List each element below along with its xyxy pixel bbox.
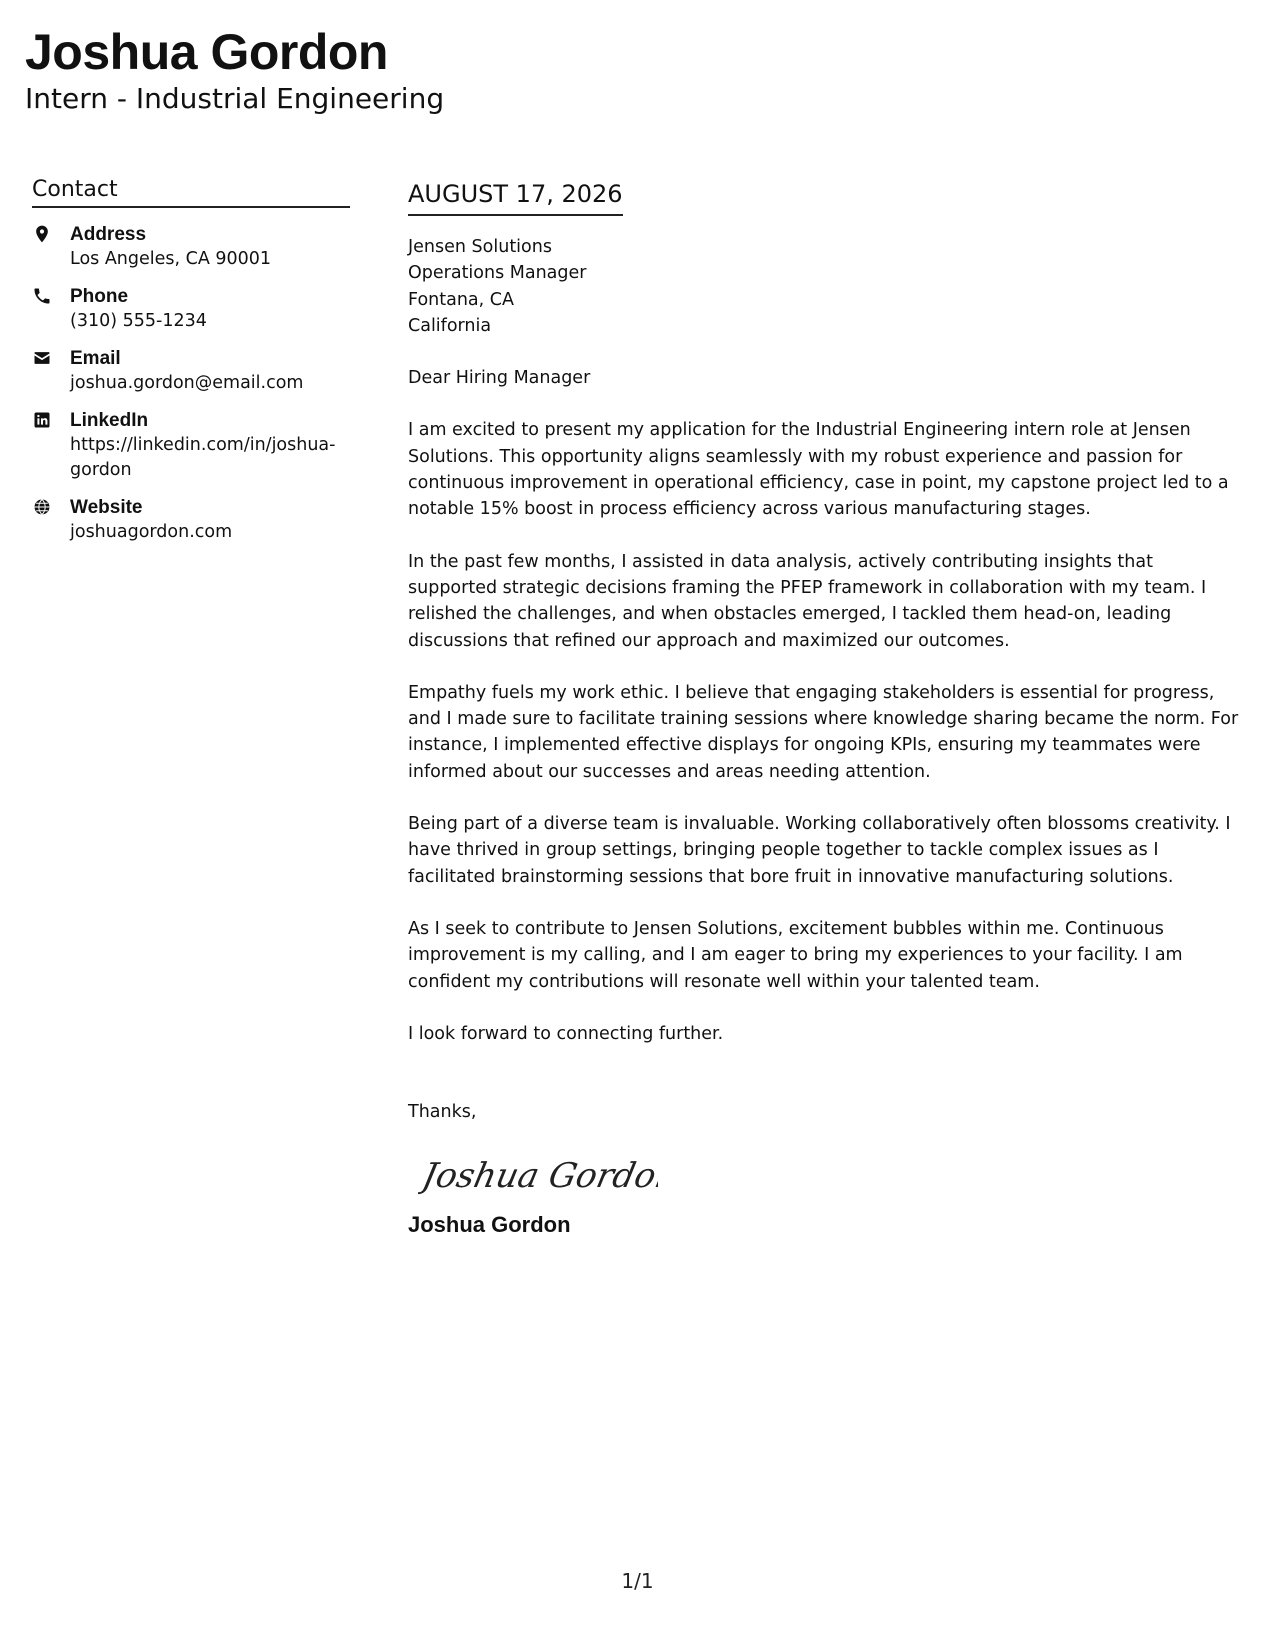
page-indicator: 1/1 [621, 1569, 654, 1593]
applicant-title: Intern - Industrial Engineering [25, 82, 445, 115]
contact-label: Website [70, 497, 143, 518]
contact-label: Address [70, 224, 147, 245]
contact-label: LinkedIn [70, 410, 149, 431]
header [25, 22, 444, 116]
contact-label: Email [70, 348, 121, 369]
map-pin-icon [32, 222, 70, 246]
contact-label: Phone [70, 286, 129, 307]
phone-icon [32, 284, 70, 308]
contact-value: (310) 555-1234 [70, 311, 207, 331]
salutation: Dear Hiring Manager [408, 368, 591, 389]
globe-icon [32, 495, 70, 519]
recipient-state: California [408, 315, 492, 336]
body-paragraph: In the past few months, I assisted in data analysis, actively contributing insights that supported strategic decisions framing the PFEP framework in collaboration with my team. I relished the challenges, and when obstacles emerged, I tackled them head-on, leading discussions that refined our approach and maximized our outcomes. [408, 551, 1207, 651]
handwritten-signature [418, 1143, 1246, 1203]
contact-item-linkedin [32, 408, 350, 483]
svg-text:Joshua Gordon: Joshua Gordon [418, 1156, 658, 1197]
closing-line: I look forward to connecting further. [408, 1023, 724, 1044]
applicant-name: Joshua Gordon [25, 24, 388, 80]
sign-off: Thanks, [408, 1102, 477, 1123]
contact-item-address [32, 222, 350, 272]
recipient-city: Fontana, CA [408, 289, 514, 310]
linkedin-icon [32, 408, 70, 432]
contact-value: joshuagordon.com [70, 522, 233, 542]
body-paragraph: Being part of a diverse team is invaluable. Working collaboratively often blossoms creativity. I have thrived in group settings, bringing people together to tackle complex issues as I facilitated brainstorming sessions that bore fruit in innovative manufacturing solutions. [408, 814, 1231, 887]
contact-value: joshua.gordon@email.com [70, 373, 304, 393]
contact-item-website [32, 495, 350, 545]
body-paragraph: Empathy fuels my work ethic. I believe that engaging stakeholders is essential for progress, and I made sure to facilitate training sessions where knowledge sharing became the norm. For instance, I implemented effective displays for ongoing KPIs, ensuring my teammates were informed about our successes and areas needing attention. [408, 682, 1239, 782]
contact-value: https://linkedin.com/in/joshua-gordon [70, 435, 336, 480]
letter-date: AUGUST 17, 2026 [408, 178, 623, 216]
contact-sidebar [32, 176, 350, 557]
contact-section-title: Contact [32, 176, 350, 208]
contact-item-email [32, 346, 350, 396]
signer-name: Joshua Gordon [408, 1212, 571, 1238]
recipient-company: Jensen Solutions [408, 237, 552, 257]
envelope-icon [32, 346, 70, 370]
body-paragraph: As I seek to contribute to Jensen Solutions, excitement bubbles within me. Continuous improvement is my calling, and I am eager to bring my experiences to your facility. I am confident my contributions will resonate well within your talented team. [408, 918, 1183, 992]
contact-item-phone [32, 284, 350, 334]
letter-body [408, 178, 1246, 1239]
recipient-position: Operations Manager [408, 263, 587, 284]
recipient-block [408, 234, 1246, 339]
contact-value: Los Angeles, CA 90001 [70, 249, 272, 269]
body-paragraph: I am excited to present my application for the Industrial Engineering intern role at Jensen Solutions. This opportunity aligns seamlessly with my robust experience and passion for continuous improvement in operational efficiency, case in point, my capstone project led to a notable 15% boost in process efficiency across various manufacturing stages. [408, 420, 1229, 520]
